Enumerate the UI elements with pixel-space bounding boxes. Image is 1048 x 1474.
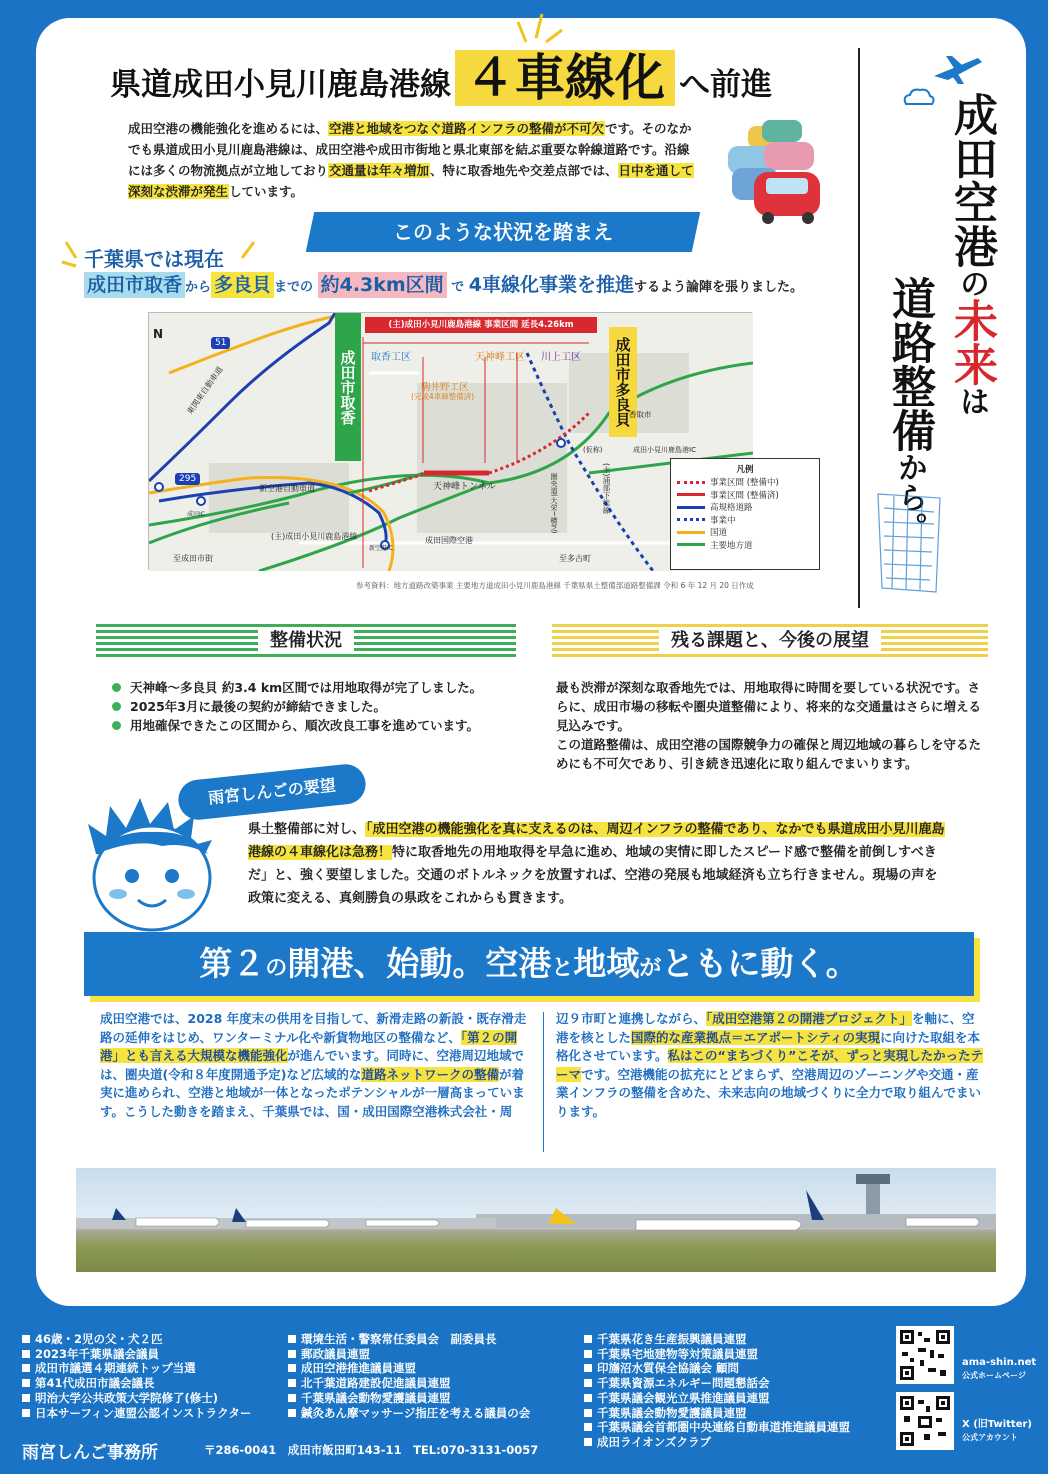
traffic-jam-illustration (718, 116, 828, 228)
chiba-statement: 成田市取香 から 多良貝 までの 約4.3km区間 で 4車線化事業を推進するよう論陣を張りました。 (84, 270, 803, 297)
profile-item: 千葉県宅地建物等対策議員連盟 (584, 1347, 850, 1362)
section-tenjinmine: 天神峰工区 (475, 352, 525, 363)
label-airport: 成田国際空港 (425, 536, 473, 545)
profile-item: 千葉県花き生産振興議員連盟 (584, 1332, 850, 1347)
request-badge: 雨宮しんごの要望 (176, 762, 367, 821)
airplane-icon (928, 50, 988, 86)
x-account-caption: X (旧Twitter) 公式アカウント (962, 1419, 1032, 1442)
legend-item: 高規格道路 (677, 501, 813, 514)
label-ic: 成田小見川鹿島港IC (633, 446, 696, 454)
request-text: 県土整備部に対し、「成田空港の機能強化を真に支えるのは、周辺インフラの整備であり、なかでも県道成田小見川鹿島港線の４車線化は急務！特に取香地先の用地取得を早急に進め、地域の実情に即したスピード感で整備を前倒しすべきだ」と、強く要望しました。交通のボトルネックを放置すれば、空港の発展も地域経済も立ち行きません。現場の声を政策に変える、真剣勝負の県政をこれからも貫きます。 (248, 822, 945, 906)
map-label-taragai: 成田市多良貝 (609, 327, 637, 437)
side-slogan-panel (858, 48, 1012, 608)
label-route: (主)成田小見川鹿島港線 (271, 532, 358, 541)
character-illustration (66, 784, 236, 934)
profile-item: 明治大学公共政策大学院修了(修士) (22, 1391, 251, 1406)
label-shinkuko-ic: 新空港IC (369, 545, 393, 552)
cloud-icon (900, 86, 936, 108)
north-arrow: N (153, 327, 164, 341)
section-komaino-sub: (完成4車線整備済) (411, 392, 475, 401)
airport-column-right: 辺９市町と連携しながら、「成田空港第２の開港プロジェクト」を軸に、空港を核とした国際的な産業拠点＝エアポートシティの実現に向けた取組を本格化させています。私はこの“まちづくり”こそが、ずっと実現したかったテーマです。空港機能の拡充にとどまらず、空港周辺のゾーニングや交通・産業インフラの整備を含めた、未来志向の地域づくりに全力で取り組んでまいります。 (556, 1011, 984, 1119)
status-item: 天神峰～多良貝 約3.4 km区間では用地取得が完了しました。 (108, 678, 482, 697)
profile-item: 日本サーフィン連盟公認インストラクター (22, 1406, 251, 1421)
profile-item: 千葉県資源エネルギー問題懇話会 (584, 1376, 850, 1391)
column-divider (543, 1012, 544, 1152)
title-highlight: ４車線化 (455, 50, 675, 106)
route-295-badge: 295 (175, 473, 200, 485)
status-item: 用地確保できたこの区間から、順次改良工事を進めています。 (108, 716, 482, 735)
map-label-torika: 成田市取香 (335, 313, 361, 461)
label-tentative: (仮称) (583, 446, 603, 454)
future-heading: 残る課題と、今後の展望 (552, 624, 988, 658)
legend-item: 事業中 (677, 514, 813, 527)
profile-item: 2023年千葉県議会議員 (22, 1347, 251, 1362)
airport-column-left: 成田空港では、2028 年度末の供用を目指して、新滑走路の新設・既存滑走路の延伸をはじめ、ワンターミナル化や新貨物地区の整備など、「第２の開港」とも言える大規模な機能強化が進んでいます。同時に、空港周辺地域では、圏央道(令和８年度開通予定)など広域的な道路ネットワークの整備が着実に進められ、空港と地域が一体となったポテンシャルが一層高まっています。こうした動きを踏まえ、千葉県では、国・成田国際空港株式会社・周 (100, 1011, 527, 1119)
profile-item: 千葉県議会首都圏中央連絡自動車道推進議員連盟 (584, 1420, 850, 1435)
profile-item: 成田市議選４期連続トップ当選 (22, 1361, 251, 1376)
sparkle-right-decoration (236, 236, 266, 266)
label-narita-city: 至成田市街 (173, 554, 213, 563)
section-kawakami: 川上工区 (541, 352, 581, 363)
profile-item: 郵政議員連盟 (288, 1347, 530, 1362)
homepage-caption: ama-shin.net 公式ホームページ (962, 1357, 1037, 1380)
label-kenodo: 圏央道(大栄~横芝) (550, 473, 558, 534)
profile-list-1 (22, 1332, 251, 1420)
label-shinkuko: 新空港自動車道 (259, 484, 315, 493)
homepage-qr-icon[interactable] (896, 1326, 954, 1384)
section-torika: 取香工区 (371, 352, 411, 363)
profile-item: 成田ライオンズクラブ (584, 1435, 850, 1450)
profile-item: 千葉県議会動物愛護議員連盟 (584, 1406, 850, 1421)
map-roads (149, 313, 753, 571)
profile-list-3 (584, 1332, 850, 1450)
profile-item: 46歳・2児の父・犬２匹 (22, 1332, 251, 1347)
label-tako: 至多古町 (559, 554, 591, 563)
legend-item: 事業区間 (整備済) (677, 489, 813, 502)
airport-photo-art (76, 1168, 996, 1272)
chiba-heading: 千葉県では現在 (84, 247, 224, 271)
label-katori: 香取市 (629, 410, 652, 419)
qr-code-icon (900, 1330, 950, 1380)
route-box: (主)成田小見川鹿島港線 事業区間 延長4.26km (365, 317, 597, 333)
office-address: 〒286-0041 成田市飯田町143-11 TEL:070-3131-0057 (204, 1443, 539, 1457)
scribble-decoration (874, 488, 944, 598)
legend-title: 凡例 (736, 465, 754, 475)
status-list (108, 678, 482, 735)
status-heading: 整備状況 (96, 624, 516, 658)
second-opening-banner: 第２の開港、始動。空港と地域がともに動く。 (84, 932, 974, 996)
legend-item: 国道 (677, 526, 813, 539)
label-narita-ic: 成田IC (187, 511, 205, 518)
profile-list-2 (288, 1332, 530, 1420)
qr-code-icon (900, 1396, 950, 1446)
profile-item: 北千葉道路建設促進議員連盟 (288, 1376, 530, 1391)
future-text: 最も渋滞が深刻な取香地先では、用地取得に時間を要している状況です。さらに、成田市場の移転や圏央道整備により、将来的な交通量はさらに増える見込みです。 この道路整備は、成田空港の国際競争力の確保と周辺地域の暮らしを守るためにも不可欠であり、引き続き迅速化に取り組んでまいります。 (556, 680, 982, 771)
status-item: 2025年3月に最後の契約が締結できました。 (108, 697, 482, 716)
map-legend (670, 458, 820, 570)
profile-item: 環境生活・警察常任委員会 副委員長 (288, 1332, 530, 1347)
page-title (110, 50, 772, 106)
label-urabe: (主)浦部下総線 (602, 463, 611, 514)
map-source-note: 参考資料：地方道路改築事業 主要地方道成田小見川鹿島港線 千葉県県土整備部道路整備課 令和 6 年 12 月 20 日作成 (356, 581, 754, 590)
title-route-name: 県道成田小見川鹿島港線 (110, 67, 451, 103)
route-51-badge: 51 (211, 337, 230, 349)
section-komaino: 駒井野工区 (421, 382, 469, 393)
profile-item: 千葉県議会動物愛護議員連盟 (288, 1391, 530, 1406)
profile-item: 印旛沼水質保全協議会 顧問 (584, 1361, 850, 1376)
label-higashikanto: 東関東自動車道 (185, 364, 225, 417)
profile-item: 鍼灸あん摩マッサージ指圧を考える議員の会 (288, 1406, 530, 1421)
situation-banner: このような状況を踏まえ (306, 212, 701, 252)
profile-item: 第41代成田市議会議長 (22, 1376, 251, 1391)
sparkle-decoration (506, 8, 566, 48)
profile-item: 成田空港推進議員連盟 (288, 1361, 530, 1376)
airport-photo (76, 1168, 996, 1272)
profile-item: 千葉県議会観光立県推進議員連盟 (584, 1391, 850, 1406)
title-suffix: へ前進 (679, 67, 772, 103)
intro-paragraph: 成田空港の機能強化を進めるには、空港と地域をつなぐ道路インフラの整備が不可欠です。そのなかでも県道成田小見川鹿島港線は、成田空港や成田市街地と県北東部を結ぶ重要な幹線道路です。沿線には多くの物流拠点が立地しており交通量は年々増加、特に取香地先や交差点部では、日中を通して深刻な渋滞が発生しています。 (128, 121, 694, 199)
office-name: 雨宮しんご事務所 (22, 1443, 158, 1463)
legend-item: 主要地方道 (677, 539, 813, 552)
route-map (148, 312, 752, 570)
x-account-qr-icon[interactable] (896, 1392, 954, 1450)
tunnel-label: 天神峰トンネル (433, 482, 496, 492)
slogan-line-1: 成田空港の未来は (946, 92, 997, 416)
legend-item: 事業区間 (整備中) (677, 476, 813, 489)
slogan-line-2: 道路整備から。 (884, 276, 935, 542)
